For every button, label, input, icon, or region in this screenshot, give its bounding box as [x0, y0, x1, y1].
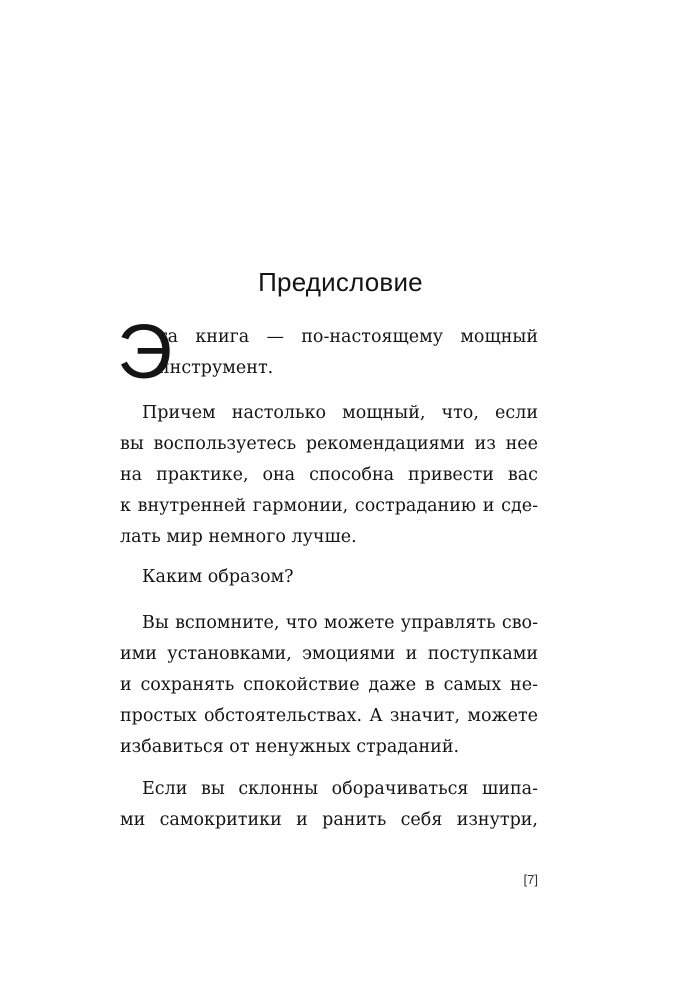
paragraph-line: Каким образом? — [142, 567, 294, 587]
paragraph-line: Вы вспомните, что можете управлять сво- — [142, 613, 538, 633]
page-title: Предисловие — [258, 267, 423, 297]
paragraph-line: избавиться от ненужных страданий. — [120, 737, 460, 757]
paragraph-line: Причем настолько мощный, что, если — [142, 403, 538, 423]
paragraph-line: простых обстоятельствах. А значит, можете — [120, 706, 538, 726]
paragraph-1 — [120, 398, 538, 553]
paragraph-intro — [158, 322, 538, 384]
paragraph-4 — [120, 774, 538, 836]
paragraph-line: та книга — по-настоящему мощный — [158, 327, 538, 347]
paragraph-line: вы воспользуетесь рекомендациями из нее — [120, 434, 538, 454]
paragraph-line: Если вы склонны оборачиваться шипа- — [142, 779, 538, 799]
page-number: [7] — [523, 872, 538, 887]
paragraph-2 — [120, 562, 538, 593]
paragraph-line: к внутренней гармонии, состраданию и сде- — [120, 496, 538, 516]
paragraph-line: ми самокритики и ранить себя изнутри, — [120, 810, 538, 830]
drop-cap-letter: Э — [117, 309, 173, 395]
paragraph-line: и сохранять спокойствие даже в самых не- — [120, 675, 538, 695]
paragraph-line: инструмент. — [158, 358, 274, 378]
paragraph-line: лать мир немного лучше. — [120, 527, 357, 547]
paragraph-line: ими установками, эмоциями и поступками — [120, 644, 538, 664]
paragraph-line: на практике, она способна привести вас — [120, 465, 538, 485]
paragraph-3 — [120, 608, 538, 763]
